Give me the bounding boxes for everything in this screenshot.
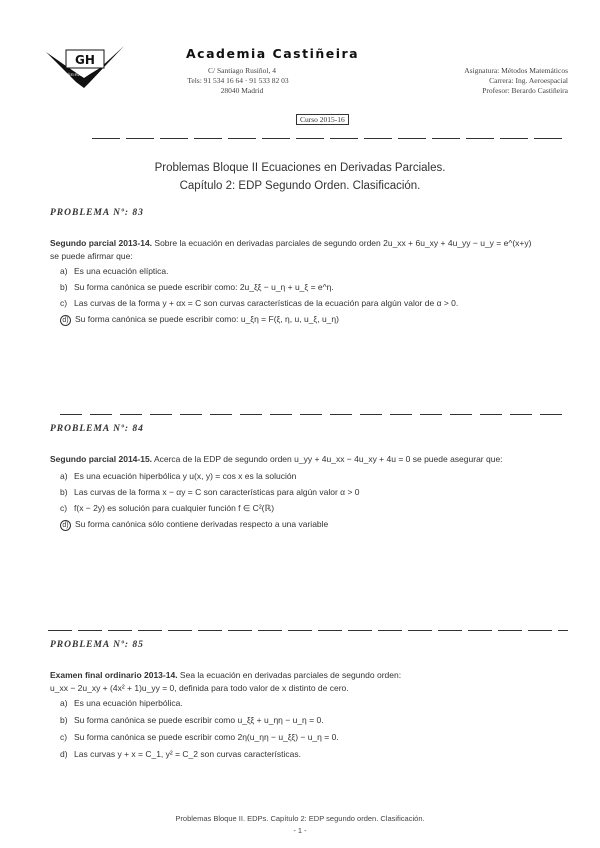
degree: Carrera: Ing. Aeroespacial bbox=[489, 76, 568, 85]
option-text: Es una ecuación elíptica. bbox=[74, 266, 169, 276]
option-letter: b) bbox=[60, 282, 68, 292]
problem-label: PROBLEMA Nº: 85 bbox=[50, 640, 144, 650]
problem-statement: Acerca de la EDP de segundo orden u_yy + 4u_xx − 4u_xy + 4u = 0 se puede asegurar que: bbox=[152, 454, 503, 464]
option-text: Es una ecuación hiperbólica. bbox=[74, 698, 183, 708]
option-letter: a) bbox=[60, 471, 68, 481]
address-block bbox=[187, 66, 292, 96]
course-box bbox=[296, 114, 349, 124]
option-letter-circled: d) bbox=[60, 315, 71, 326]
option-text: Las curvas de la forma x − αy = C son características para algún valor α > 0 bbox=[74, 487, 360, 497]
option-text: Las curvas de la forma y + αx = C son curvas características de la ecuación para algún valor de α > 0. bbox=[74, 298, 459, 308]
separator-83-84 bbox=[60, 414, 570, 415]
option-a bbox=[60, 468, 580, 484]
option-text: Es una ecuación hiperbólica y u(x, y) = cos x es la solución bbox=[74, 471, 297, 481]
problem-statement-cont: se puede afirmar que: bbox=[50, 251, 133, 261]
problem-83 bbox=[50, 208, 580, 327]
option-letter: b) bbox=[60, 487, 68, 497]
option-text: Su forma canónica se puede escribir como u_ξξ + u_ηη − u_η = 0. bbox=[74, 715, 324, 725]
problem-label: PROBLEMA Nº: 84 bbox=[50, 424, 144, 434]
option-letter: d) bbox=[60, 749, 68, 759]
option-letter-circled: d) bbox=[60, 520, 71, 531]
problem-85 bbox=[50, 640, 580, 763]
option-letter: b) bbox=[60, 715, 68, 725]
problem-statement-cont: u_xx − 2u_xy + (4x² + 1)u_yy = 0, definida para todo valor de x distinto de cero. bbox=[50, 683, 349, 693]
separator-top bbox=[92, 138, 562, 139]
option-c bbox=[60, 729, 580, 746]
problem-statement: Sea la ecuación en derivadas parciales de segundo orden: bbox=[177, 670, 402, 680]
option-text: Su forma canónica se puede escribir como: 2u_ξξ − u_η + u_ξ = e^η. bbox=[74, 282, 334, 292]
footer-title: Problemas Bloque II. EDPs. Capítulo 2: EDP segundo orden. Clasificación. bbox=[175, 814, 425, 823]
option-text: f(x − 2y) es solución para cualquier función f ∈ C²(ℝ) bbox=[74, 503, 275, 513]
problem-statement: Sobre la ecuación en derivadas parciales de segundo orden 2u_xx + 6u_xy + 4u_yy − u_y = e^(x+y) bbox=[152, 238, 532, 248]
course-info bbox=[412, 66, 568, 96]
address-phones: Tels: 91 534 16 64 · 91 533 82 03 bbox=[187, 76, 289, 85]
option-text: Su forma canónica se puede escribir como 2η(u_ηη − u_ξξ) − u_η = 0. bbox=[74, 732, 339, 742]
problem-label: PROBLEMA Nº: 83 bbox=[50, 208, 144, 218]
options-list bbox=[60, 263, 580, 327]
logo bbox=[44, 44, 126, 90]
option-text: Su forma canónica se puede escribir como: u_ξη = F(ξ, η, u, u_ξ, u_η) bbox=[75, 314, 339, 324]
problem-intro bbox=[50, 670, 580, 680]
option-d-marked bbox=[60, 311, 580, 327]
option-text: Su forma canónica sólo contiene derivadas respecto a una variable bbox=[75, 519, 329, 529]
problem-intro bbox=[50, 454, 580, 464]
option-c bbox=[60, 295, 580, 311]
page-subtitle: Capítulo 2: EDP Segundo Orden. Clasificación. bbox=[179, 180, 421, 192]
logo-wings-icon bbox=[44, 44, 126, 90]
option-text: Las curvas y + x = C_1, y² = C_2 son curvas características. bbox=[74, 749, 301, 759]
option-letter: c) bbox=[60, 732, 68, 742]
separator-84-85 bbox=[48, 630, 568, 631]
problem-source: Segundo parcial 2013-14. bbox=[50, 238, 153, 248]
option-letter: a) bbox=[60, 698, 68, 708]
subject: Asignatura: Métodos Matemáticos bbox=[464, 66, 568, 75]
academy-name: Academia Castiñeira bbox=[186, 46, 360, 61]
option-b bbox=[60, 484, 580, 500]
page-title: Problemas Bloque II Ecuaciones en Derivadas Parciales. bbox=[154, 162, 446, 174]
options-list bbox=[60, 695, 580, 763]
option-letter: c) bbox=[60, 298, 68, 308]
option-a bbox=[60, 263, 580, 279]
option-a bbox=[60, 695, 580, 712]
page-number: - 1 - bbox=[293, 826, 307, 835]
option-c bbox=[60, 500, 580, 516]
option-d bbox=[60, 746, 580, 763]
option-d-marked bbox=[60, 516, 580, 532]
problem-source: Examen final ordinario 2013-14. bbox=[50, 670, 178, 680]
options-list bbox=[60, 468, 580, 532]
option-letter: a) bbox=[60, 266, 68, 276]
svg-text:GH: GH bbox=[75, 53, 95, 67]
option-b bbox=[60, 279, 580, 295]
address-city: 28040 Madrid bbox=[220, 86, 264, 95]
option-letter: c) bbox=[60, 503, 68, 513]
option-b bbox=[60, 712, 580, 729]
course-label: Curso 2015-16 bbox=[296, 114, 349, 125]
professor: Profesor: Berardo Castiñeira bbox=[482, 86, 568, 95]
problem-intro bbox=[50, 238, 580, 248]
problem-84 bbox=[50, 424, 580, 532]
problem-source: Segundo parcial 2014-15. bbox=[50, 454, 153, 464]
logo-text: CASTIÑEIRA bbox=[54, 72, 82, 77]
address-street: C/ Santiago Rusiñol, 4 bbox=[208, 66, 276, 75]
